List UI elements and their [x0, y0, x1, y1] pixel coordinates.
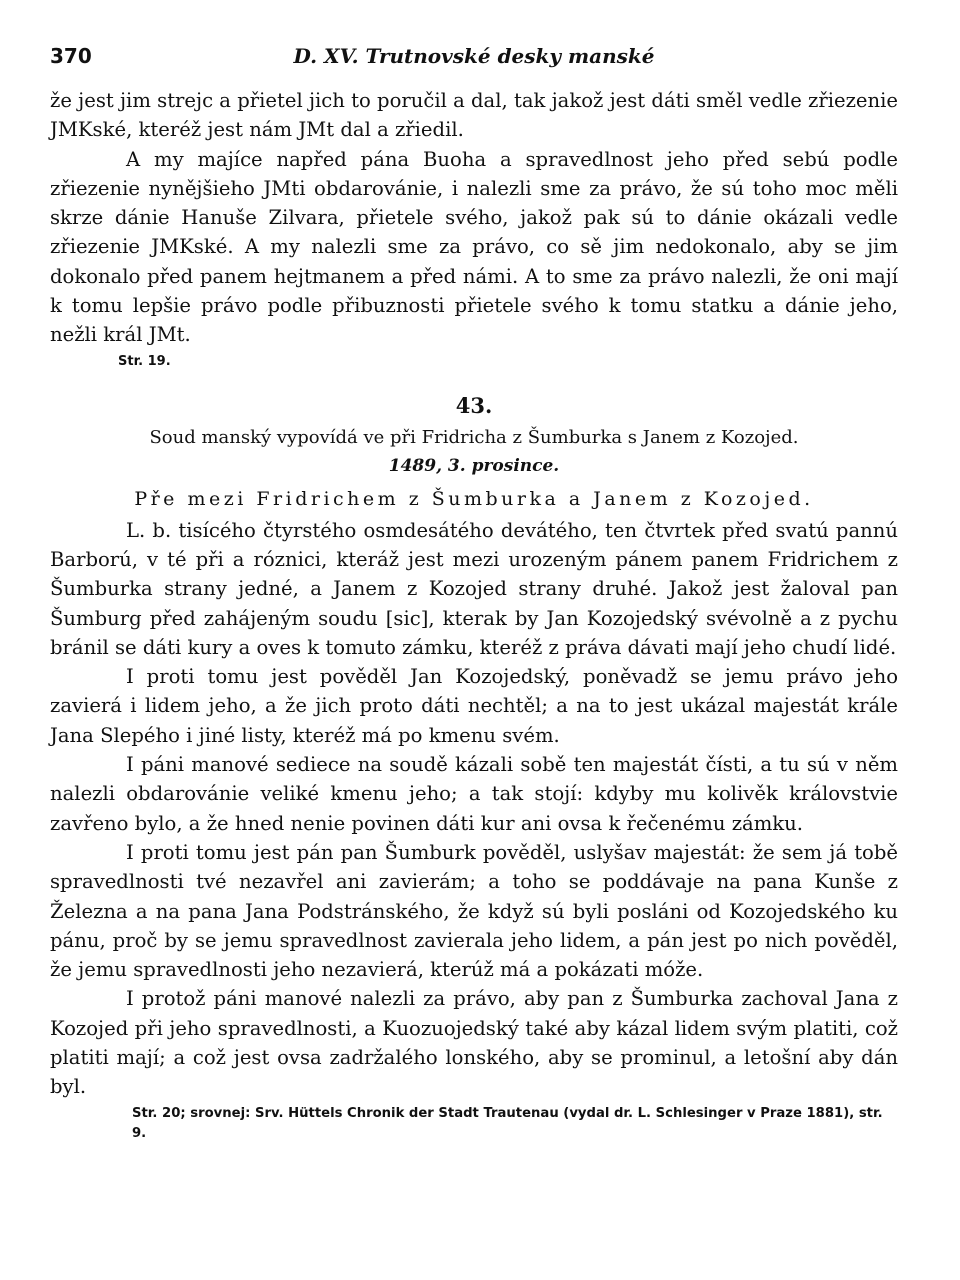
running-title: D. XV. Trutnovské desky manské — [293, 44, 655, 68]
footnote: Str. 20; srovnej: Srv. Hüttels Chronik der Stadt Trautenau (vydal dr. L. Schlesinger v Praze 1881), str. 9. — [132, 1105, 883, 1141]
document-number: 43. — [455, 392, 493, 418]
page-header — [50, 38, 898, 72]
document-date: 1489, 3. prosince. — [388, 455, 560, 476]
document-page — [50, 38, 898, 1144]
paragraph: L. b. tisícého čtyrstého osmdesátého devátého, ten čtvrtek před svatú pannú Barború, v té při a róznici, kteráž jest mezi urozeným pánem panem Fridrichem z Šumburka strany jedné, a Janem z Kozojed strany druhé. Jakož jest žaloval pan Šumburg před zahájeným soudu [sic], kterak by Jan Kozojedský svévolně a z pychu bránil se dáti kury a oves k tomuto zámku, kteréž z práva dávati mají jeho chudí lidé. — [50, 518, 898, 659]
paragraph: I páni manové sediece na soudě kázali sobě ten majestát čísti, a tu sú v něm nalezli obdarovánie veliké kmenu jeho; a tak stojí: kdyby mu kolivěk královstvie zavřeno bylo, a že hned nenie povinen dáti kur ani ovsa k řečenému zámku. — [50, 753, 898, 835]
paragraph: A my majíce napřed pána Buoha a spravedlnost jeho před sebú podle zřiezenie nynějšieho JMti obdarovánie, i nalezli sme za právo, že sú toho moc měli skrze dánie Hanuše Zilvara, přietele svého, jakož pak sú to dánie okázali vedle zřiezenie JMKské. A my nalezli sme za právo, co sě jim nedokonalo, aby se jim dokonalo před panem hejtmanem a před námi. A to sme za právo nalezli, že oni mají k tomu lepšie právo podle přibuznosti přietele svého k tomu statku a dánie jeho, nežli král JMt. — [50, 147, 898, 347]
paragraph: I protož páni manové nalezli za právo, aby pan z Šumburka zachoval Jana z Kozojed při jeho spravedlnosti, a Kuozuojedský také aby kázal lidem svým platiti, což platiti mají; a což jest ovsa zadržalého lonského, aby se prominul, a letošní aby dán byl. — [50, 987, 898, 1099]
body-text — [50, 86, 898, 1144]
document-title: Pře mezi Fridrichem z Šumburka a Janem z Kozojed. — [134, 487, 814, 510]
page-number: 370 — [50, 44, 92, 68]
paragraph: I proti tomu jest pověděl Jan Kozojedský, poněvadž se jemu právo jeho zavierá i lidem jeho, a že jich proto dáti nechtěl; a na to jest ukázal majestát krále Jana Slepého i jiné listy, kteréž má po kmenu svém. — [50, 665, 898, 747]
paragraph: že jest jim strejc a přietel jich to poručil a dal, tak jakož jest dáti směl vedle zřiezenie JMKské, kteréž jest nám JMt dal a zřiedil. — [50, 89, 898, 142]
document-summary: Soud manský vypovídá ve při Fridricha z Šumburka s Janem z Kozojed. — [149, 426, 799, 448]
paragraph: I proti tomu jest pán pan Šumburk pověděl, uslyšav majestát: že sem já tobě spravedlnosti tvé nezavřel ani zavierám; a toho se poddávaje na pana Kunše z Železna a na pana Jana Podstránského, že když sú byli posláni od Kozojedského ku pánu, proč by se jemu spravedlnost zavierala jeho lidem, a pán jest po nich pověděl, že jemu spravedlnosti jeho nezavierá, kterúž má a pokázati móže. — [50, 840, 898, 982]
source-reference: Str. 19. — [118, 353, 171, 369]
